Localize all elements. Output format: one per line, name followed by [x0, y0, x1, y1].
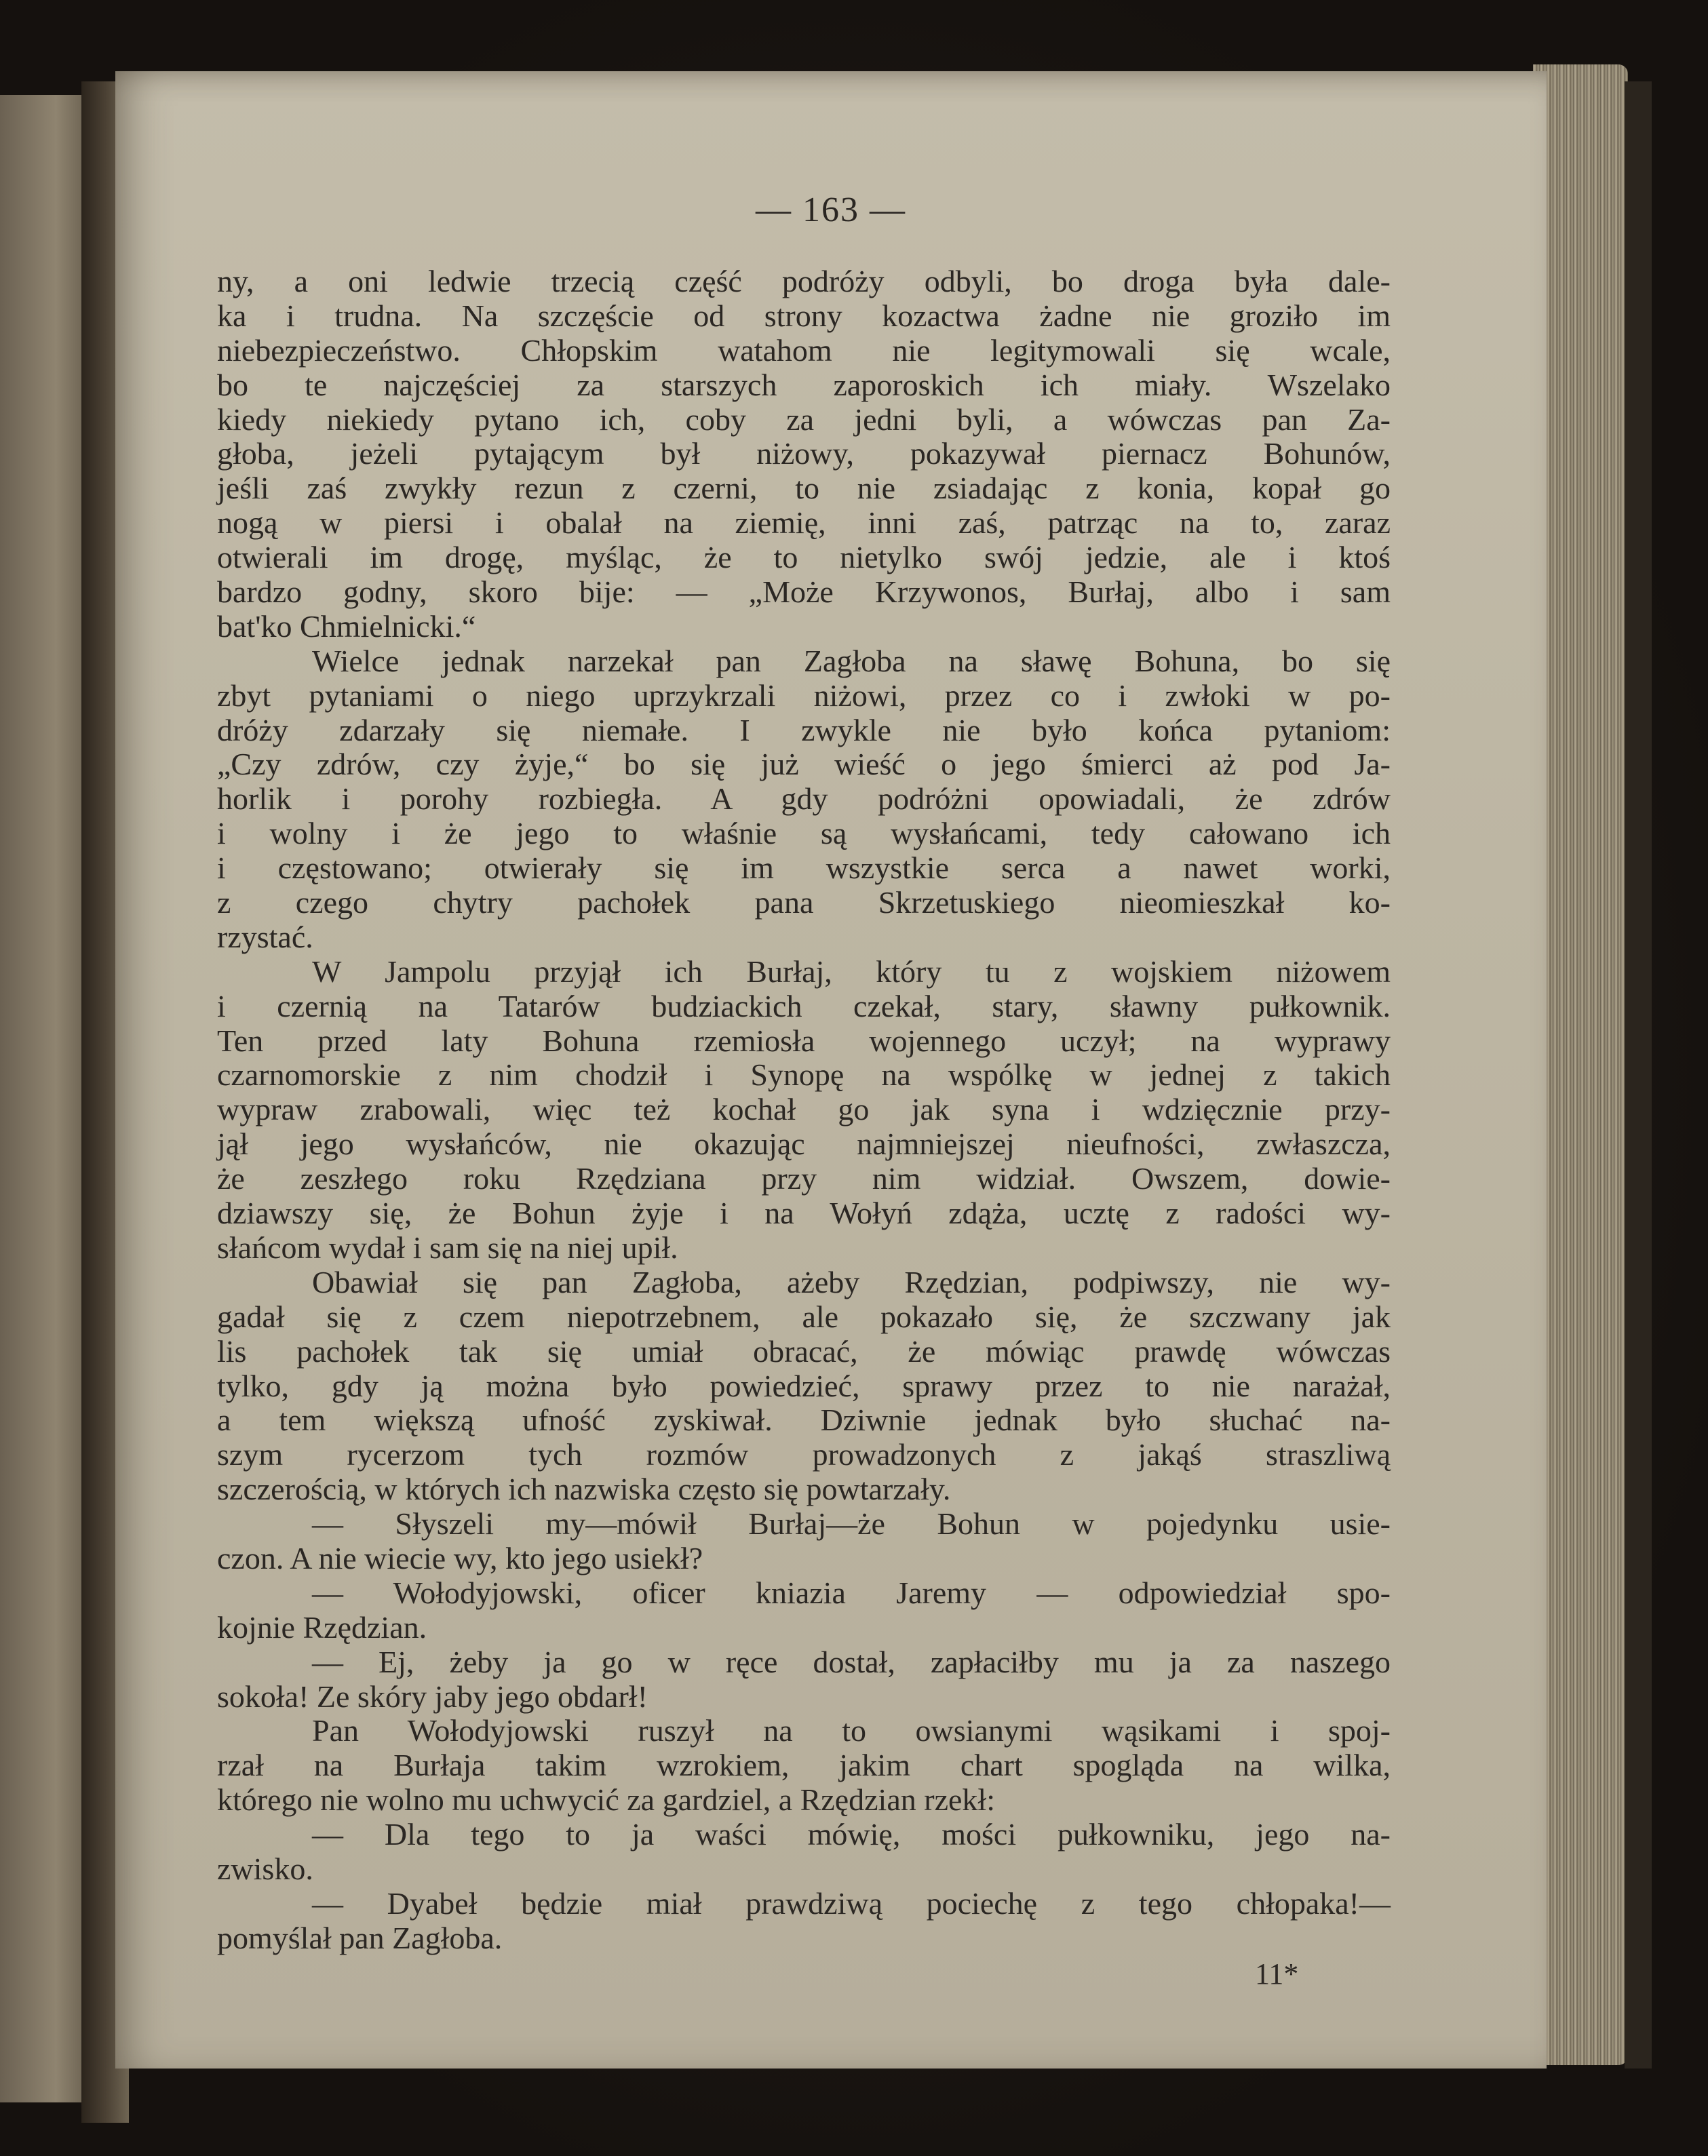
text-line: głoba, jeżeli pytającym był niżowy, pokazywał piernacz Bohunów, — [217, 436, 1391, 471]
text-line: dziawszy się, że Bohun żyje i na Wołyń zdąża, ucztę z radości wy- — [217, 1196, 1391, 1231]
text-line: Pan Wołodyjowski ruszył na to owsianymi wąsikami i spoj- — [312, 1713, 1391, 1748]
page-edges — [1533, 64, 1628, 2065]
text-line: Wielce jednak narzekał pan Zagłoba na sławę Bohuna, bo się — [312, 643, 1391, 678]
text-line: — Ej, żeby ja go w ręce dostał, zapłaciłby mu ja za naszego — [312, 1644, 1391, 1679]
text-line: — Wołodyjowski, oficer kniazia Jaremy — odpowiedział spo- — [312, 1575, 1391, 1610]
text-line: i wolny i że jego to właśnie są wysłańcami, tedy całowano ich — [217, 816, 1391, 851]
text-line: jął jego wysłańców, nie okazując najmniejszej nieufności, zwłaszcza, — [217, 1126, 1391, 1162]
text-line: jeśli zaś zwykły rezun z czerni, to nie zsiadając z konia, kopał go — [217, 471, 1391, 506]
text-line: że zeszłego roku Rzędziana przy nim widział. Owszem, dowie- — [217, 1161, 1391, 1196]
text-line: czarnomorskie z nim chodził i Synopę na wspólkę w jednej z takich — [217, 1057, 1391, 1093]
text-line: dróży zdarzały się niemałe. I zwykle nie było końca pytaniom: — [217, 712, 1391, 747]
text-line: ny, a oni ledwie trzecią część podróży odbyli, bo droga była dale- — [217, 264, 1391, 298]
text-line: — Słyszeli my—mówił Burłaj—że Bohun w pojedynku usie- — [312, 1506, 1391, 1542]
text-line: zbyt pytaniami o niego uprzykrzali niżowi, przez co i zwłoki w po- — [217, 678, 1391, 713]
page-number-header: — 163 — — [756, 191, 906, 229]
text-line: sokoła! Ze skóry jaby jego obdarł! — [217, 1679, 648, 1714]
text-line: szczerością, w których ich nazwiska często się powtarzały. — [217, 1472, 951, 1507]
text-line: i częstowano; otwierały się im wszystkie serca a nawet worki, — [217, 850, 1391, 886]
text-line: otwierali im drogę, myśląc, że to nietylko swój jedzie, ale i ktoś — [217, 540, 1391, 575]
text-line: bat'ko Chmielnicki.“ — [217, 608, 476, 644]
text-line: rzystać. — [217, 919, 313, 954]
text-line: lis pachołek tak się umiał obracać, że mówiąc prawdę wówczas — [217, 1333, 1391, 1369]
text-line: i czernią na Tatarów budziackich czekał, stary, sławny pułkownik. — [217, 988, 1391, 1023]
text-line: ka i trudna. Na szczęście od strony kozactwa żadne nie groziło im — [217, 298, 1391, 333]
text-line: — Dyabeł będzie miał prawdziwą pociechę z tego chłopaka!— — [312, 1885, 1391, 1921]
text-line: a tem większą ufność zyskiwał. Dziwnie jednak było słuchać na- — [217, 1403, 1391, 1438]
text-line: — Dla tego to ja waści mówię, mości pułkowniku, jego na- — [312, 1817, 1391, 1852]
signature-mark: 11* — [1255, 1957, 1299, 1991]
text-line: bo te najczęściej za starszych zaporoskich ich miały. Wszelako — [217, 367, 1391, 402]
text-line: szym rycerzom tych rozmów prowadzonych z jakąś straszliwą — [217, 1437, 1391, 1472]
body-text — [217, 264, 1391, 1956]
text-line: W Jampolu przyjął ich Burłaj, który tu z wojskiem niżowem — [312, 954, 1391, 989]
text-line: z czego chytry pachołek pana Skrzetuskiego nieomieszkał ko- — [217, 885, 1391, 920]
text-line: którego nie wolno mu uchwycić za gardziel, a Rzędzian rzekł: — [217, 1782, 995, 1818]
text-line: „Czy zdrów, czy żyje,“ bo się już wieść o jego śmierci aż pod Ja- — [217, 747, 1391, 782]
text-line: rzał na Burłaja takim wzrokiem, jakim chart spogląda na wilka, — [217, 1748, 1391, 1783]
text-line: nogą w piersi i obalał na ziemię, inni zaś, patrząc na to, zaraz — [217, 505, 1391, 541]
text-line: tylko, gdy ją można było powiedzieć, sprawy przez to nie narażał, — [217, 1368, 1391, 1403]
book-page — [115, 71, 1547, 2069]
text-line: Ten przed laty Bohuna rzemiosła wojennego uczył; na wyprawy — [217, 1023, 1391, 1058]
text-line: bardzo godny, skoro bije: — „Może Krzywonos, Burłaj, albo i sam — [217, 574, 1391, 610]
text-line: wypraw zrabowali, więc też kochał go jak syna i wdzięcznie przy- — [217, 1092, 1391, 1127]
text-line: czon. A nie wiecie wy, kto jego usiekł? — [217, 1540, 703, 1575]
text-line: kojnie Rzędzian. — [217, 1609, 427, 1645]
book-cover-edge — [1625, 81, 1652, 2069]
text-line: kiedy niekiedy pytano ich, coby za jedni byli, a wówczas pan Za- — [217, 401, 1391, 437]
text-line: Obawiał się pan Zagłoba, ażeby Rzędzian, podpiwszy, nie wy- — [312, 1264, 1391, 1299]
text-line: horlik i porohy rozbiegła. A gdy podróżni opowiadali, że zdrów — [217, 781, 1391, 817]
text-line: słańcom wydał i sam się na niej upił. — [217, 1230, 678, 1265]
text-line: niebezpieczeństwo. Chłopskim watahom nie legitymowali się wcale, — [217, 332, 1391, 368]
text-line: gadał się z czem niepotrzebnem, ale pokazało się, że szczwany jak — [217, 1299, 1391, 1334]
text-line: pomyślał pan Zagłoba. — [217, 1920, 503, 1955]
text-line: zwisko. — [217, 1851, 313, 1886]
